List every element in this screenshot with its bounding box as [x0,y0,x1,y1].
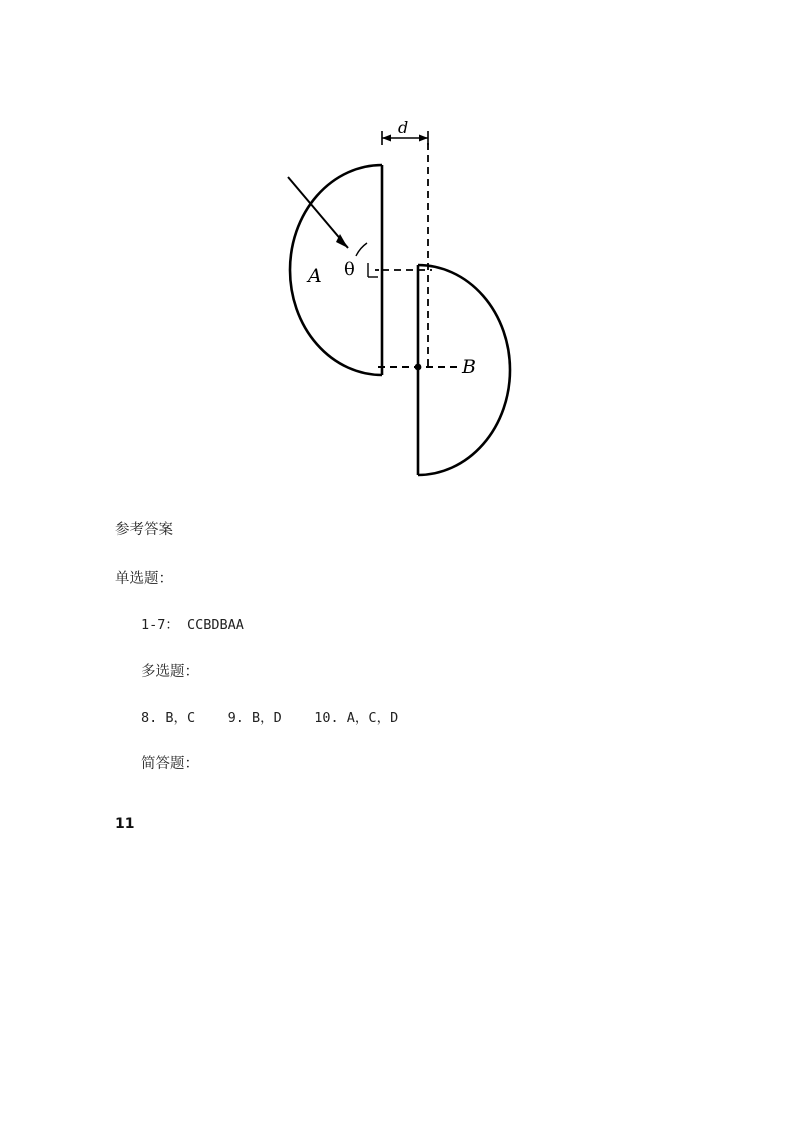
short-answer-title: 简答题： [141,756,199,773]
single-choice-title: 单选题： [115,571,173,588]
multi-choice-answers: 8. B，C 9. B，D 10. A，C，D [141,709,399,726]
single-choice-answers: 1-7： CCBDBAA [141,617,244,634]
figure-label-theta: θ [344,259,355,280]
figure-label-a: A [308,265,322,287]
physics-figure [270,115,530,490]
answers-heading: 参考答案 [115,522,173,538]
page-number: 11 [115,816,135,832]
multi-choice-title: 多选题： [141,663,199,680]
figure-label-b: B [462,356,476,378]
figure-label-d: d [398,118,409,137]
answers-block [115,520,695,775]
